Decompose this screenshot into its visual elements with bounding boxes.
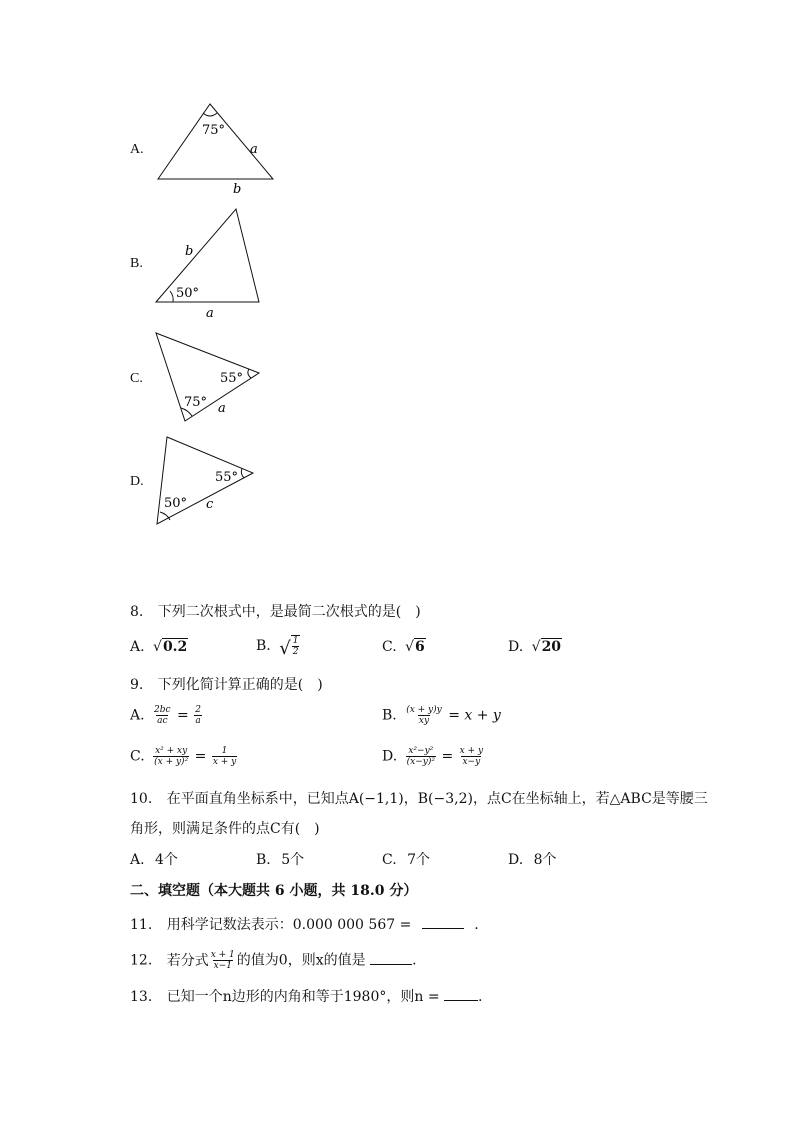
expression-rhs: x + y [464,707,501,724]
question-text: 已知一个n边形的内角和等于1980°，则n = [166,989,440,1005]
option-text: 8个 [533,852,557,868]
question-12 [130,950,417,971]
question-number: 8. [130,604,144,620]
option-letter: A. [130,852,145,868]
question-number: 9. [130,677,144,693]
q9-option-a [130,705,203,726]
side-label: a [250,142,258,157]
question-8-stem [130,604,421,620]
answer-blank[interactable] [444,988,478,1001]
radicand: 6 [415,639,425,655]
sqrt-expression [279,635,300,657]
option-letter: A. [130,707,145,724]
side-label: c [206,497,214,512]
option-letter: A. [130,639,145,655]
sqrt-expression [532,638,562,655]
option-text: 5个 [281,852,305,868]
question-text: 下列化简计算正确的是( ) [157,677,323,693]
angle-label: 50° [176,286,200,301]
q10-option-c [382,852,430,868]
sqrt-expression [405,638,426,655]
side-label: b [185,244,194,259]
question-text: 下列二次根式中，是最简二次根式的是( ) [157,604,421,620]
fraction-rhs: $\frac{x + y}{x-y}$ [459,746,484,767]
fraction-lhs: $\frac{\text{x²−y²}}{\text{(x−y)²}}$ [406,746,435,767]
question-text: 在平面直角坐标系中，已知点A(−1,1)，B(−3,2)，点C在坐标轴上，若△ABC是等腰三 [166,791,708,807]
radicand: 0.2 [162,639,188,655]
option-letter: A. [130,142,144,157]
sqrt-expression [153,638,188,655]
option-letter: D. [508,639,524,655]
triangle-figure-a [150,98,280,196]
angle-label: 55° [220,371,244,386]
angle-label: 50° [164,496,188,511]
answer-blank[interactable] [422,916,464,929]
question-number: 12. [130,952,153,969]
section-title: 二、填空题（本大题共 6 小题，共 18.0 分） [130,883,418,899]
radical-sign: √ [531,639,541,655]
q10-option-a [130,852,178,868]
option-letter: B. [256,852,271,868]
q10-option-b [256,852,304,868]
q10-option-d [508,852,557,868]
question-9-stem [130,677,323,693]
option-text: 7个 [407,852,431,868]
q9-option-d [382,746,485,767]
q8-option-a [130,638,188,655]
fraction-rhs: $\frac{2}{a}$ [195,705,201,726]
option-letter: C. [130,748,145,765]
fraction-lhs: $\frac{2bc}{ac}$ [154,705,171,726]
q8-option-d [508,638,562,655]
fraction-lhs: $\frac{\text{x² + xy}}{\text{(x + y)²}}$ [154,746,189,767]
question-number: 10. [130,791,153,807]
question-end: . [412,952,417,969]
equals-sign: = [177,707,189,724]
radical-sign: √ [153,639,162,655]
question-10-stem-line1 [130,791,708,807]
triangle-figure-d [150,432,262,530]
q8-option-b [256,632,300,657]
option-letter: C. [382,852,397,868]
answer-blank[interactable] [370,952,412,965]
question-number: 11. [130,917,153,933]
angle-label: 75° [184,395,208,410]
question-number: 13. [130,989,153,1005]
side-label: a [218,401,226,416]
question-text-pre: 若分式 [166,952,209,969]
fraction: $\frac{x + 1}{x-1}$ [210,950,235,971]
angle-label: 75° [202,123,226,138]
option-letter: D. [130,474,144,489]
fraction-lhs: $\frac{(x + y)y}{xy}$ [406,705,442,726]
fraction-rhs: $\frac{1}{x + y}$ [212,746,237,767]
radicand: 20 [541,639,562,655]
triangle-figure-b [150,205,270,323]
equals-sign: = [448,707,460,724]
option-letter: C. [130,371,143,386]
question-10-stem-line2: 角形，则满足条件的点C有( ) [130,821,320,837]
option-letter: B. [130,256,143,271]
radical-sign: √ [405,639,415,655]
option-letter: B. [256,638,271,654]
angle-label: 55° [215,470,239,485]
equals-sign: = [441,748,454,765]
triangle-figure-c [150,328,268,426]
equals-sign: = [194,748,207,765]
question-text: 用科学记数法表示：0.000 000 567 = [166,917,412,933]
question-end: . [478,989,483,1005]
q9-option-b [382,705,501,726]
question-text-post: 的值为0，则x的值是 [236,952,366,969]
side-label: b [233,182,242,196]
q9-option-c [130,746,238,767]
option-letter: D. [508,852,524,868]
option-letter: D. [382,748,398,765]
q8-option-c [382,638,426,655]
radical-sign: √ [279,638,291,659]
question-13 [130,988,482,1005]
option-letter: C. [382,639,397,655]
question-end: . [474,917,479,933]
radicand-fraction: $\frac{1}{2}$ [292,636,299,657]
option-letter: B. [382,707,397,724]
question-11 [130,916,479,933]
side-label: a [206,306,214,321]
option-text: 4个 [155,852,178,868]
